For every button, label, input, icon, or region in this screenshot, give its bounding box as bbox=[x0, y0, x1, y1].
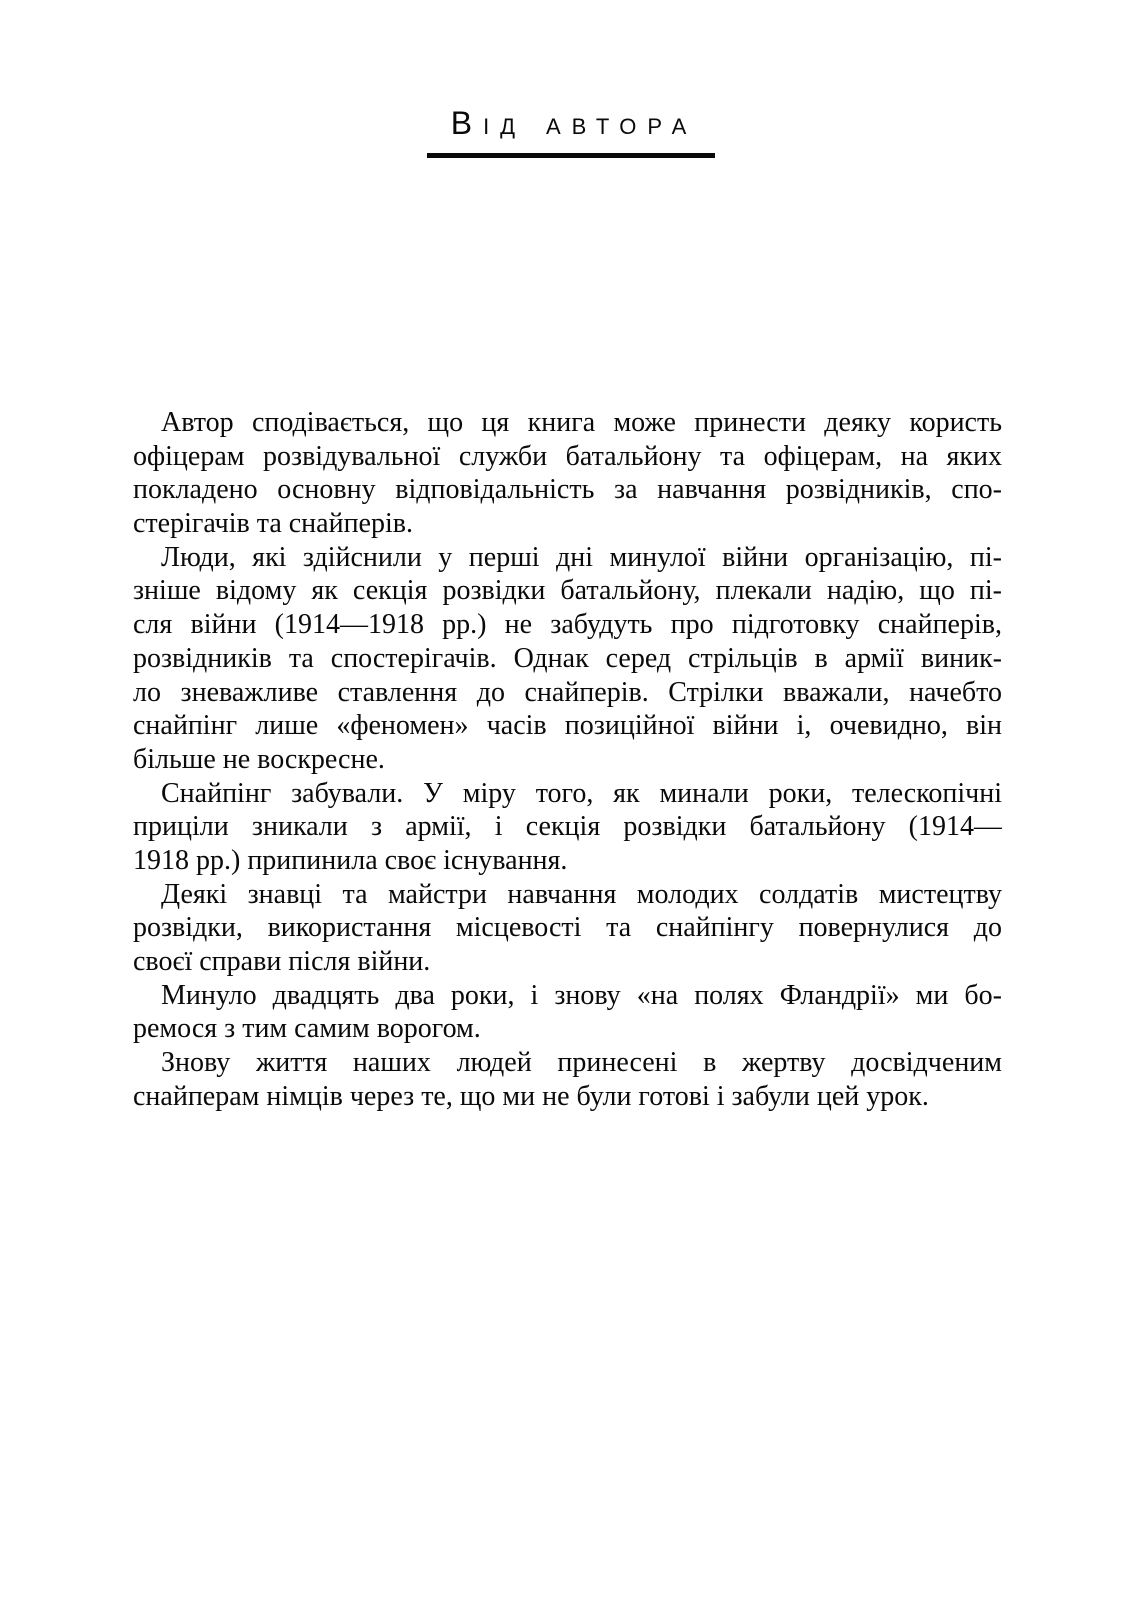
text-line: стерігачів та снайперів. bbox=[133, 508, 413, 540]
text-line: покладено основну відповідальність за навчання розвідників, спо- bbox=[133, 474, 1002, 506]
paragraph bbox=[133, 878, 1002, 979]
paragraph bbox=[133, 406, 1002, 541]
text-line: ремося з тим самим ворогом. bbox=[133, 1013, 481, 1045]
body-text bbox=[133, 406, 1002, 1113]
text-line: більше не воскресне. bbox=[133, 743, 385, 775]
text-line: ло зневажливе ставлення до снайперів. Стрілки вважали, начебто bbox=[133, 676, 1002, 708]
page-title: Від автора bbox=[427, 102, 716, 158]
text-line: розвідників та спостерігачів. Однак серед стрільців в армії виник- bbox=[133, 642, 1002, 674]
text-line: Автор сподівається, що ця книга може принести деяку користь bbox=[161, 407, 1002, 438]
paragraph bbox=[133, 541, 1002, 777]
text-line: своєї справи після війни. bbox=[133, 946, 431, 977]
text-line: снайпінг лише «феномен» часів позиційної війни і, очевидно, він bbox=[133, 710, 1002, 742]
text-line: офіцерам розвідувальної служби батальйону та офіцерам, на яких bbox=[133, 440, 1002, 472]
text-line: приціли зникали з армії, і секція розвідки батальйону (1914— bbox=[133, 811, 1002, 843]
text-line: Снайпінг забували. У міру того, як минали роки, телескопічні bbox=[161, 777, 1002, 809]
text-line: Знову життя наших людей принесені в жертву досвідченим bbox=[161, 1047, 1002, 1079]
paragraph bbox=[133, 979, 1002, 1046]
text-line: зніше відому як секція розвідки батальйону, плекали надію, що пі- bbox=[133, 575, 1002, 607]
text-line: снайперам німців через те, що ми не були готові і забули цей урок. bbox=[133, 1080, 929, 1112]
title-block bbox=[0, 0, 1142, 158]
text-line: Минуло двадцять два роки, і знову «на полях Фландрії» ми бо- bbox=[161, 979, 1002, 1011]
text-line: сля війни (1914—1918 рр.) не забудуть про підготовку снайперів, bbox=[133, 609, 1002, 641]
text-line: Деякі знавці та майстри навчання молодих солдатів мистецтву bbox=[161, 878, 1002, 910]
text-line: розвідки, використання місцевості та снайпінгу повернулися до bbox=[133, 912, 1002, 944]
paragraph bbox=[133, 1046, 1002, 1113]
text-line: 1918 рр.) припинила своє існування. bbox=[133, 844, 568, 876]
paragraph bbox=[133, 777, 1002, 878]
text-line: Люди, які здійснили у перші дні минулої війни організацію, пі- bbox=[161, 541, 1002, 573]
